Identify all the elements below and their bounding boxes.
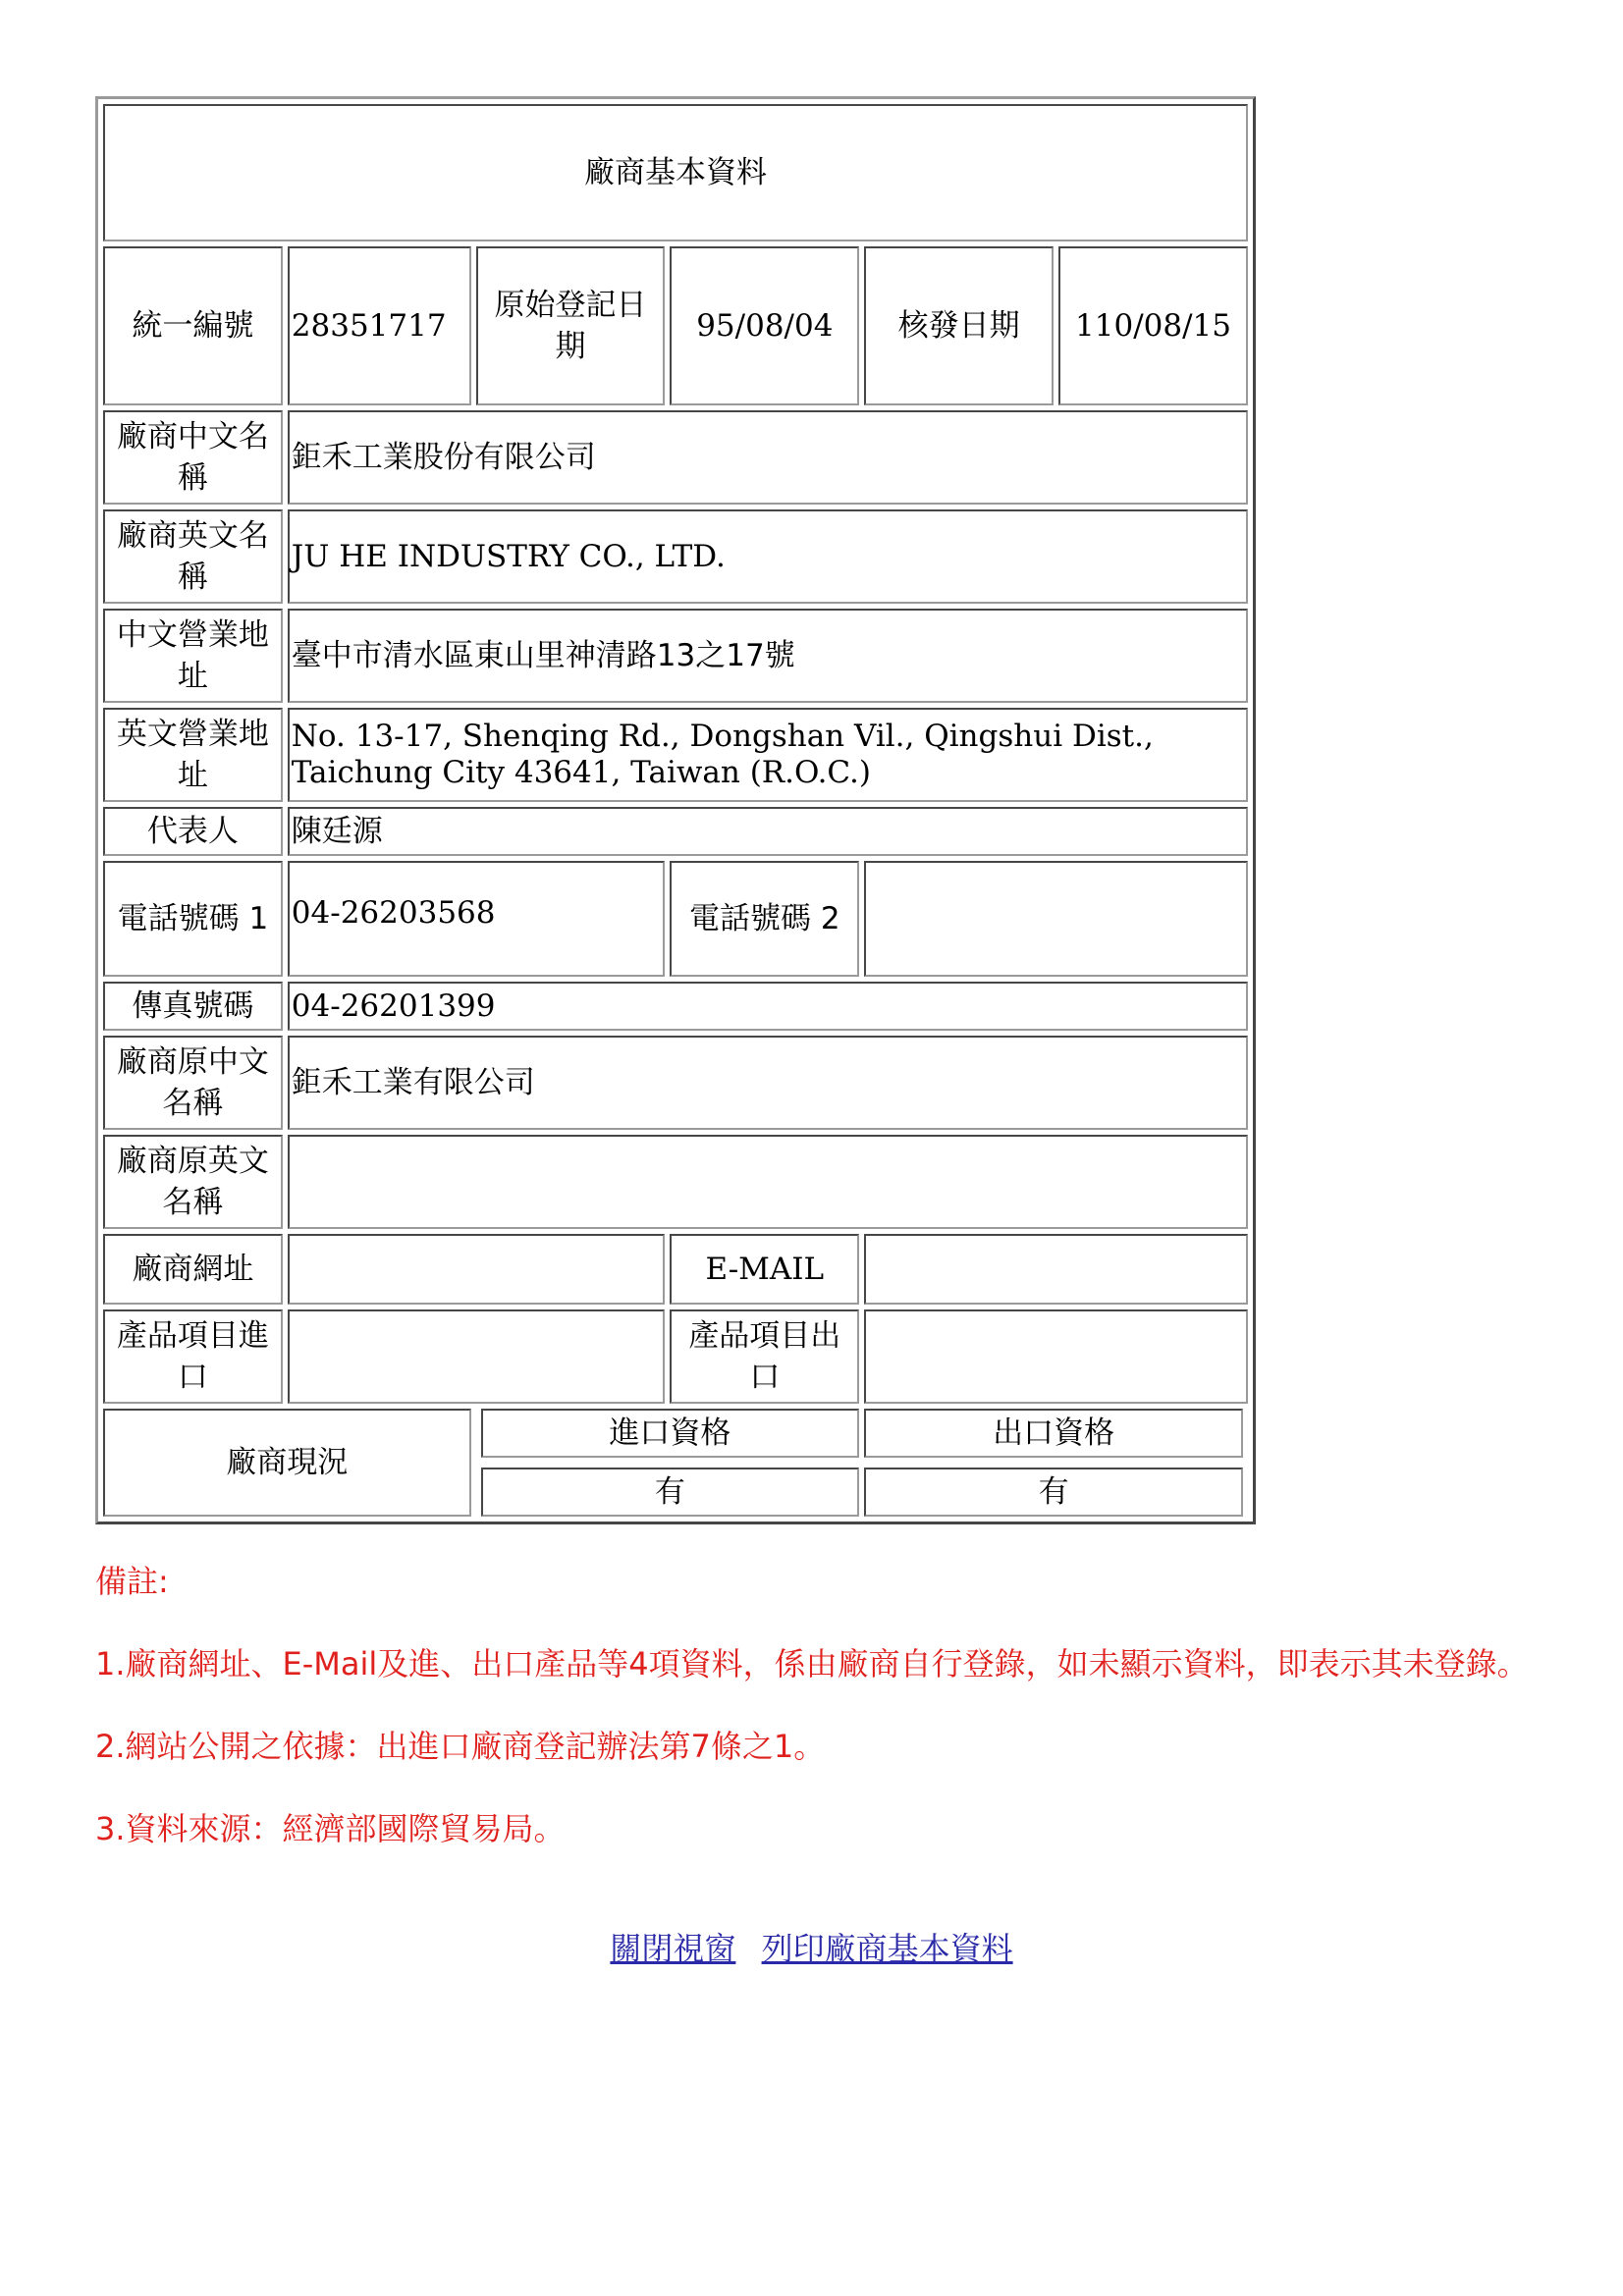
- label-orig-reg-date: 原始登記日期: [476, 246, 666, 405]
- value-orig-name-zh: 鉅禾工業有限公司: [288, 1036, 1248, 1130]
- label-status: 廠商現況: [103, 1409, 471, 1517]
- value-name-en: JU HE INDUSTRY CO., LTD.: [288, 509, 1248, 604]
- label-rep: 代表人: [103, 807, 283, 856]
- label-website: 廠商網址: [103, 1234, 283, 1305]
- value-phone2: [864, 861, 1248, 977]
- label-export-products: 產品項目出口: [670, 1309, 859, 1404]
- status-gap: [481, 1458, 1243, 1468]
- value-orig-reg-date: 95/08/04: [670, 246, 859, 405]
- page-title: 廠商基本資料: [103, 104, 1248, 241]
- value-addr-zh: 臺中市清水區東山里神清路13之17號: [288, 609, 1248, 703]
- value-website: [288, 1234, 666, 1305]
- label-fax: 傳真號碼: [103, 982, 283, 1031]
- value-addr-en: No. 13-17, Shenqing Rd., Dongshan Vil., Qingshui Dist., Taichung City 43641, Taiwan (R.O.C.): [288, 708, 1248, 802]
- label-email: E-MAIL: [670, 1234, 859, 1305]
- label-addr-en: 英文營業地址: [103, 708, 283, 802]
- label-orig-name-en: 廠商原英文名稱: [103, 1135, 283, 1229]
- note-item-1: 1.廠商網址、E-Mail及進、出口產品等4項資料，係由廠商自行登錄，如未顯示資料，即表示其未登錄。: [95, 1645, 1529, 1682]
- note-item-3: 3.資料來源：經濟部國際貿易局。: [95, 1810, 566, 1847]
- label-issue-date: 核發日期: [864, 246, 1054, 405]
- value-phone1: 04-26203568: [288, 861, 666, 977]
- company-info-table: [95, 96, 1256, 1524]
- label-orig-name-zh: 廠商原中文名稱: [103, 1036, 283, 1130]
- value-issue-date: 110/08/15: [1058, 246, 1248, 405]
- label-phone2: 電話號碼 2: [670, 861, 859, 977]
- close-window-link[interactable]: 關閉視窗: [610, 1930, 736, 1967]
- status-grid: [476, 1409, 1248, 1517]
- value-rep: 陳廷源: [288, 807, 1248, 856]
- value-export-qual: 有: [864, 1468, 1243, 1517]
- value-export-products: [864, 1309, 1248, 1404]
- label-export-qual: 出口資格: [864, 1409, 1243, 1458]
- notes-section: [95, 1559, 1548, 1889]
- label-name-en: 廠商英文名稱: [103, 509, 283, 604]
- label-addr-zh: 中文營業地址: [103, 609, 283, 703]
- value-name-zh: 鉅禾工業股份有限公司: [288, 410, 1248, 505]
- value-orig-name-en: [288, 1135, 1248, 1229]
- label-phone1: 電話號碼 1: [103, 861, 283, 977]
- action-links: [0, 1924, 1623, 1969]
- label-import-products: 產品項目進口: [103, 1309, 283, 1404]
- note-item-2: 2.網站公開之依據：出進口廠商登記辦法第7條之1。: [95, 1728, 826, 1765]
- label-import-qual: 進口資格: [481, 1409, 860, 1458]
- print-info-link[interactable]: 列印廠商基本資料: [761, 1930, 1013, 1967]
- notes-heading: 備註:: [95, 1563, 169, 1600]
- value-ban: 28351717: [288, 246, 471, 405]
- value-import-qual: 有: [481, 1468, 860, 1517]
- value-fax: 04-26201399: [288, 982, 1248, 1031]
- label-name-zh: 廠商中文名稱: [103, 410, 283, 505]
- value-email: [864, 1234, 1248, 1305]
- company-info-panel: [95, 96, 1256, 1524]
- status-inner-table: [476, 1409, 1248, 1517]
- label-ban: 統一編號: [103, 246, 283, 405]
- value-import-products: [288, 1309, 666, 1404]
